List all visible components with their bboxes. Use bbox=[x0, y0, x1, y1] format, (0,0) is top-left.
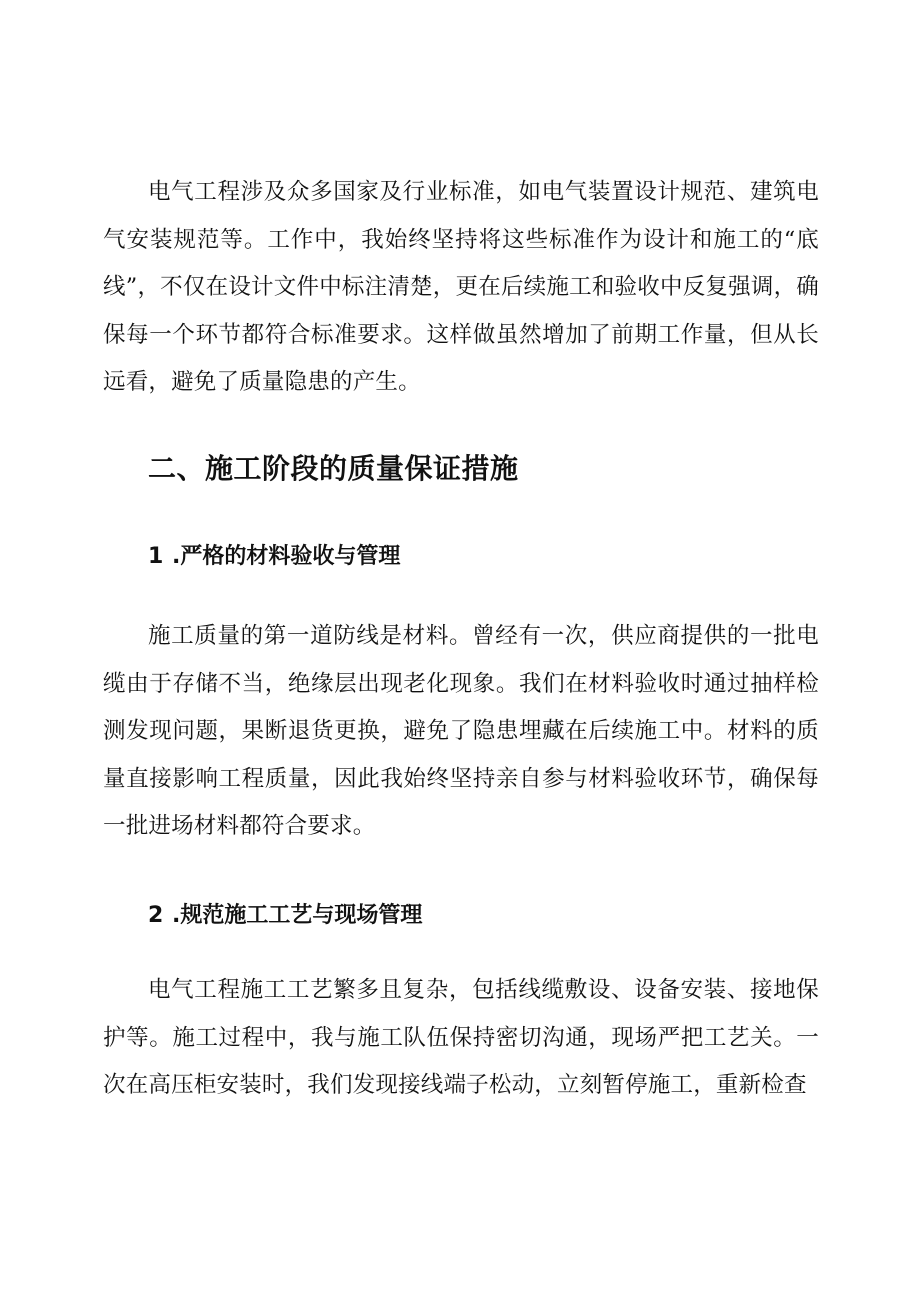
subsection-title: .严格的材料验收与管理 bbox=[172, 544, 401, 569]
subsection-number: 1 bbox=[148, 544, 164, 569]
paragraph-materials: 施工质量的第一道防线是材料。曾经有一次，供应商提供的一批电缆由于存储不当，绝缘层出现老化现象。我们在材料验收时通过抽样检测发现问题，果断退货更换，避免了隐患埋藏在后续施工中。材料的质量直接影响工程质量，因此我始终坚持亲自参与材料验收环节，确保每一批进场材料都符合要求。 bbox=[103, 623, 819, 839]
subsection-number: 2 bbox=[148, 903, 164, 928]
subsection-heading bbox=[148, 539, 400, 570]
subsection-title: .规范施工工艺与现场管理 bbox=[172, 903, 423, 928]
paragraph-standards: 电气工程涉及众多国家及行业标准，如电气装置设计规范、建筑电气安装规范等。工作中，我始终坚持将这些标准作为设计和施工的“底线”，不仅在设计文件中标注清楚，更在后续施工和验收中反复强调，确保每一个环节都符合标准要求。这样做虽然增加了前期工作量，但从长远看，避免了质量隐患的产生。 bbox=[103, 179, 819, 395]
paragraph-process: 电气工程施工工艺繁多且复杂，包括线缆敷设、设备安装、接地保护等。施工过程中，我与施工队伍保持密切沟通，现场严把工艺关。一次在高压柜安装时，我们发现接线端子松动，立刻暂停施工，重新检查 bbox=[103, 977, 819, 1098]
subsection-heading bbox=[148, 898, 422, 929]
section-heading: 二、施工阶段的质量保证措施 bbox=[148, 452, 519, 485]
